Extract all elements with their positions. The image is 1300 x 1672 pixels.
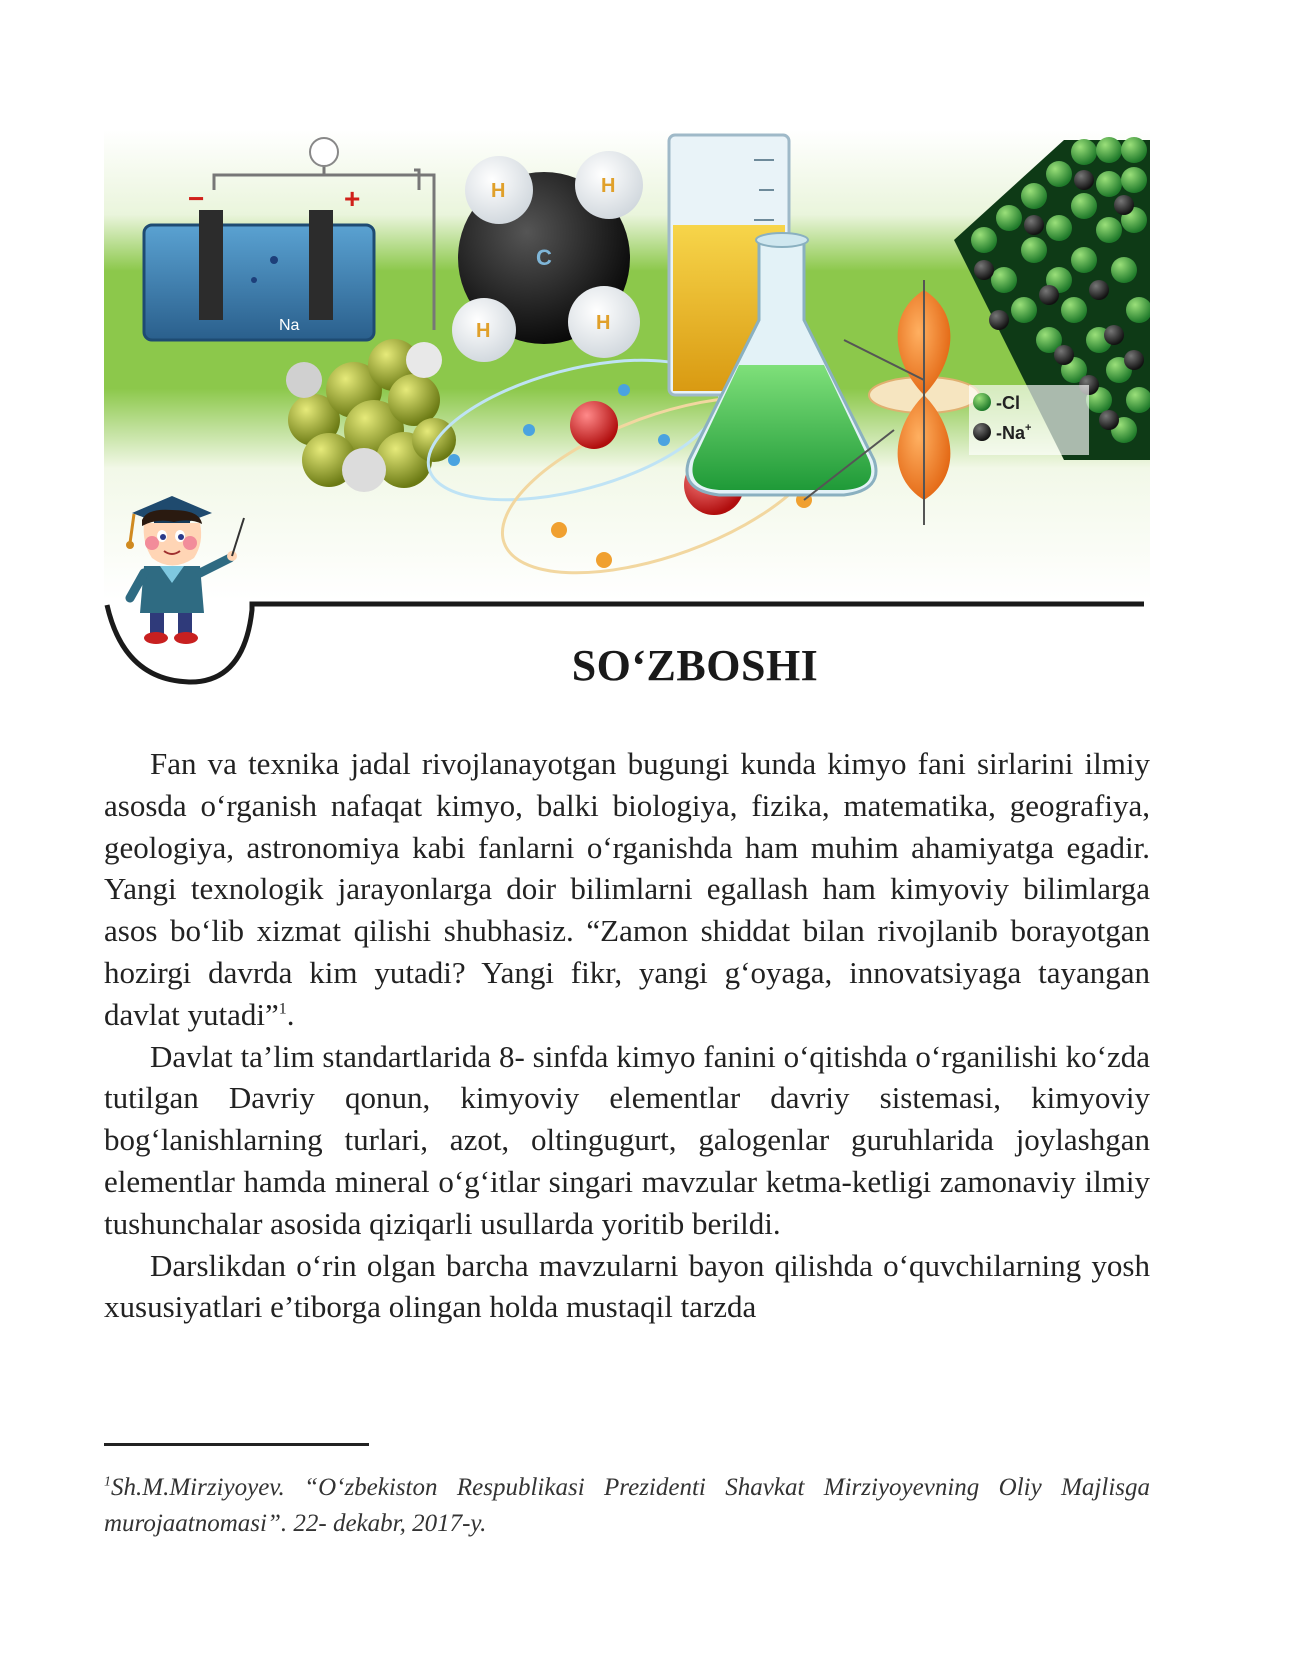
paragraph-1-text: Fan va texnika jadal rivojlanayotgan bugungi kunda kimyo fani sirlarini ilmiy asosda o‘rganish nafaqat kimyo, balki biologiya, fizika, matematika, geografiya, geologiya, astronomiya kabi fanlarni o‘rganishda ham muhim ahamiyatga egadir. Yangi texnologik jarayonlarga doir bilimlarni egallash ham kimyoviy bilimlarga asos bo‘lib xizmat qilishi shubhasiz. “Zamon shiddat bilan rivojlanib borayotgan hozirgi davrda kim yutadi? Yangi fikr, yangi g‘oyaga, innovatsiyaga tayangan davlat yutadi” (104, 746, 1150, 1032)
paragraph-1 (104, 743, 1150, 1036)
atom-label-h4: H (596, 312, 611, 334)
student-mascot-svg (112, 488, 262, 648)
battery-plus-sign: + (344, 183, 361, 214)
footnote-number: 1 (104, 1474, 111, 1490)
ion-label-cl: -Cl (996, 393, 1020, 413)
footnote (104, 1470, 1150, 1542)
atom-label-h2: H (601, 175, 616, 197)
footnote-text: Sh.M.Mirziyoyev. “O‘zbekiston Respublikasi Prezidenti Shavkat Mirziyoyevning Oliy Majlisga murojaatnomasi”. 22- dekabr, 2017-y. (104, 1474, 1150, 1537)
atom-label-h1: H (491, 180, 506, 202)
methane-molecule (452, 151, 643, 362)
paragraph-1-end: . (286, 996, 295, 1032)
ion-legend (969, 385, 1089, 455)
paragraph-3: Darslikdan o‘rin olgan barcha mavzularni bayon qilishda o‘quvchilarning yosh xususiyatlari e’tiborga olingan holda mustaqil tarzda (104, 1247, 1150, 1325)
atom-label-h3: H (476, 320, 491, 342)
atom-label-c: C (536, 245, 552, 270)
body-text (104, 743, 1150, 1328)
footnote-divider (104, 1443, 369, 1446)
battery-solution-label: Na (279, 317, 300, 334)
ion-label-na: -Na+ (996, 422, 1032, 443)
paragraph-2: Davlat ta’lim standartlarida 8- sinfda kimyo fanini o‘qitishda o‘rganilishi ko‘zda tutilgan Davriy qonun, kimyoviy elementlar davriy sistemasi, kimyoviy bog‘lanishlarning turlari, azot, oltingugurt, galogenlar guruhlarida joylashgan elementlar hamda mineral o‘g‘itlar singari mavzular ketma-ketligi zamonaviy ilmiy tushunchalar asosida qiziqarli usullarda yoritib berildi. (104, 1038, 1150, 1241)
student-mascot-illustration (112, 488, 262, 648)
footnote-reference: 1 (278, 1000, 287, 1018)
page-title: SO‘ZBOSHI (571, 641, 819, 690)
battery-minus-sign: − (188, 183, 205, 214)
